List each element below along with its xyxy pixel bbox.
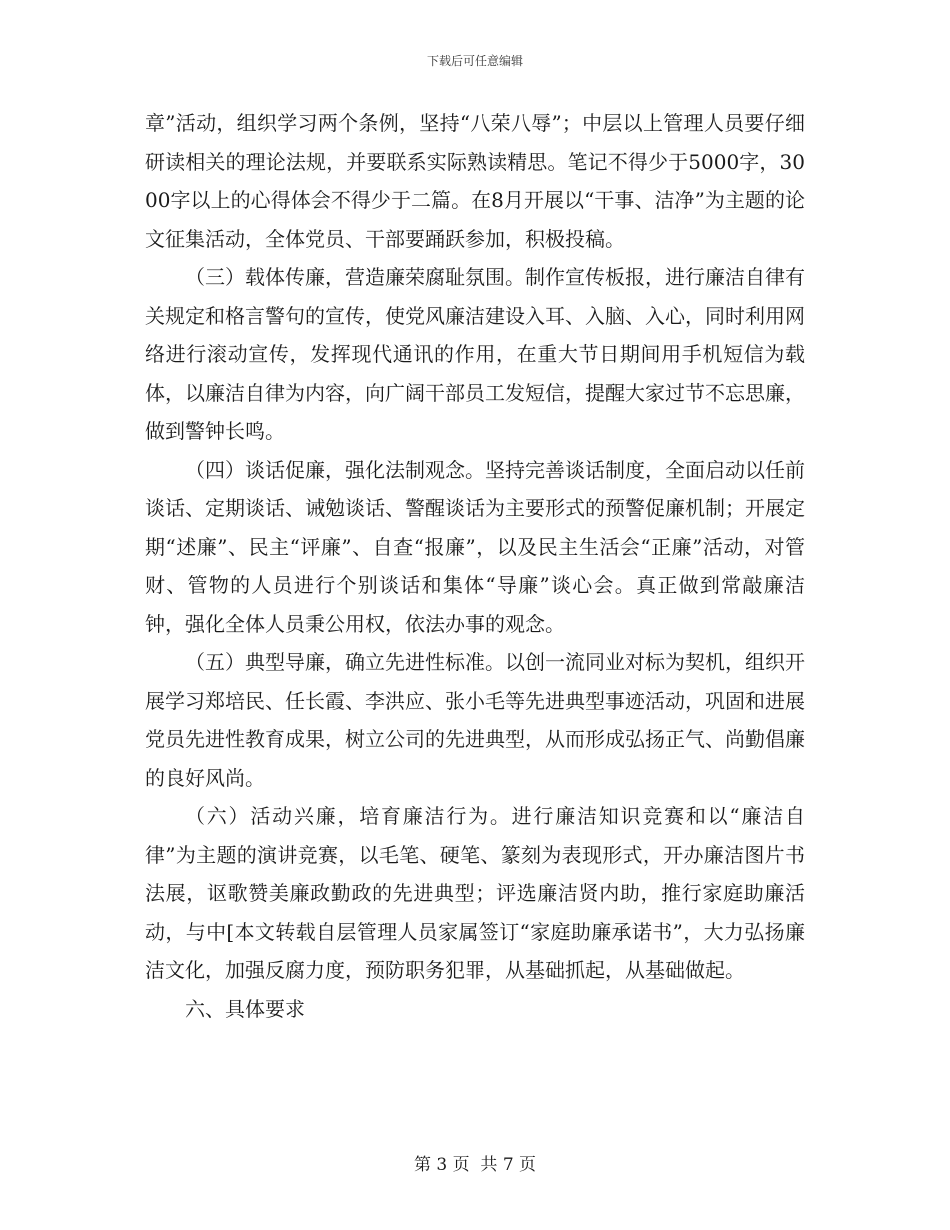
footer-suffix: 页 <box>519 1155 537 1175</box>
page-number-footer <box>0 1154 950 1176</box>
paragraph-section-3: （三）载体传廉，营造廉荣腐耻氛围。制作宣传板报，进行廉洁自律有关规定和格言警句的宣传，使党风廉洁建设入耳、入脑、入心，同时利用网络进行滚动宣传，发挥现代通讯的作用，在重大节日期间用手机短信为载体，以廉洁自律为内容，向广阔干部员工发短信，提醒大家过节不忘思廉，做到警钟长鸣。 <box>145 265 805 443</box>
footer-prefix: 第 <box>413 1155 431 1175</box>
paragraph-section-5: （五）典型导廉，确立先进性标准。以创一流同业对标为契机，组织开展学习郑培民、任长霞、李洪应、张小毛等先进典型事迹活动，巩固和进展党员先进性教育成果，树立公司的先进典型，从而形成弘扬正气、尚勤倡廉的良好风尚。 <box>145 650 805 790</box>
footer-middle: 页 共 <box>452 1155 498 1175</box>
footer-current-page: 3 <box>436 1155 448 1175</box>
paragraph-section-6: （六）活动兴廉，培育廉洁行为。进行廉洁知识竞赛和以“廉洁自律”为主题的演讲竞赛，以毛笔、硬笔、篆刻为表现形式，开办廉洁图片书法展，讴歌赞美廉政勤政的先进典型；评选廉洁贤内助，推行家庭助廉活动，与中[本文转载自层管理人员家属签订“家庭助廉承诺书”，大力弘扬廉洁文化，加强反腐力度，预防职务犯罪，从基础抓起，从基础做起。 <box>145 804 805 982</box>
paragraph-section-4: （四）谈话促廉，强化法制观念。坚持完善谈话制度，全面启动以任前谈话、定期谈话、诫勉谈话、警醒谈话为主要形式的预警促廉机制；开展定期“述廉”、民主“评廉”、自查“报廉”，以及民主生活会“正廉”活动，对管财、管物的人员进行个别谈话和集体“导廉”谈心会。真正做到常敲廉洁钟，强化全体人员秉公用权，依法办事的观念。 <box>145 457 805 636</box>
document-body <box>145 104 805 1028</box>
page-header-note: 下载后可任意编辑 <box>426 54 523 68</box>
footer-total-pages: 7 <box>502 1155 514 1175</box>
paragraph-continuation: 章”活动，组织学习两个条例，坚持“八荣八辱”；中层以上管理人员要仔细研读相关的理论法规，并要联系实际熟读精思。笔记不得少于5000字，3000字以上的心得体会不得少于二篇。在8月开展以“干事、洁净”为主题的论文征集活动，全体党员、干部要踊跃参加，积极投稿。 <box>145 111 805 251</box>
section-heading: 六、具体要求 <box>185 996 305 1021</box>
